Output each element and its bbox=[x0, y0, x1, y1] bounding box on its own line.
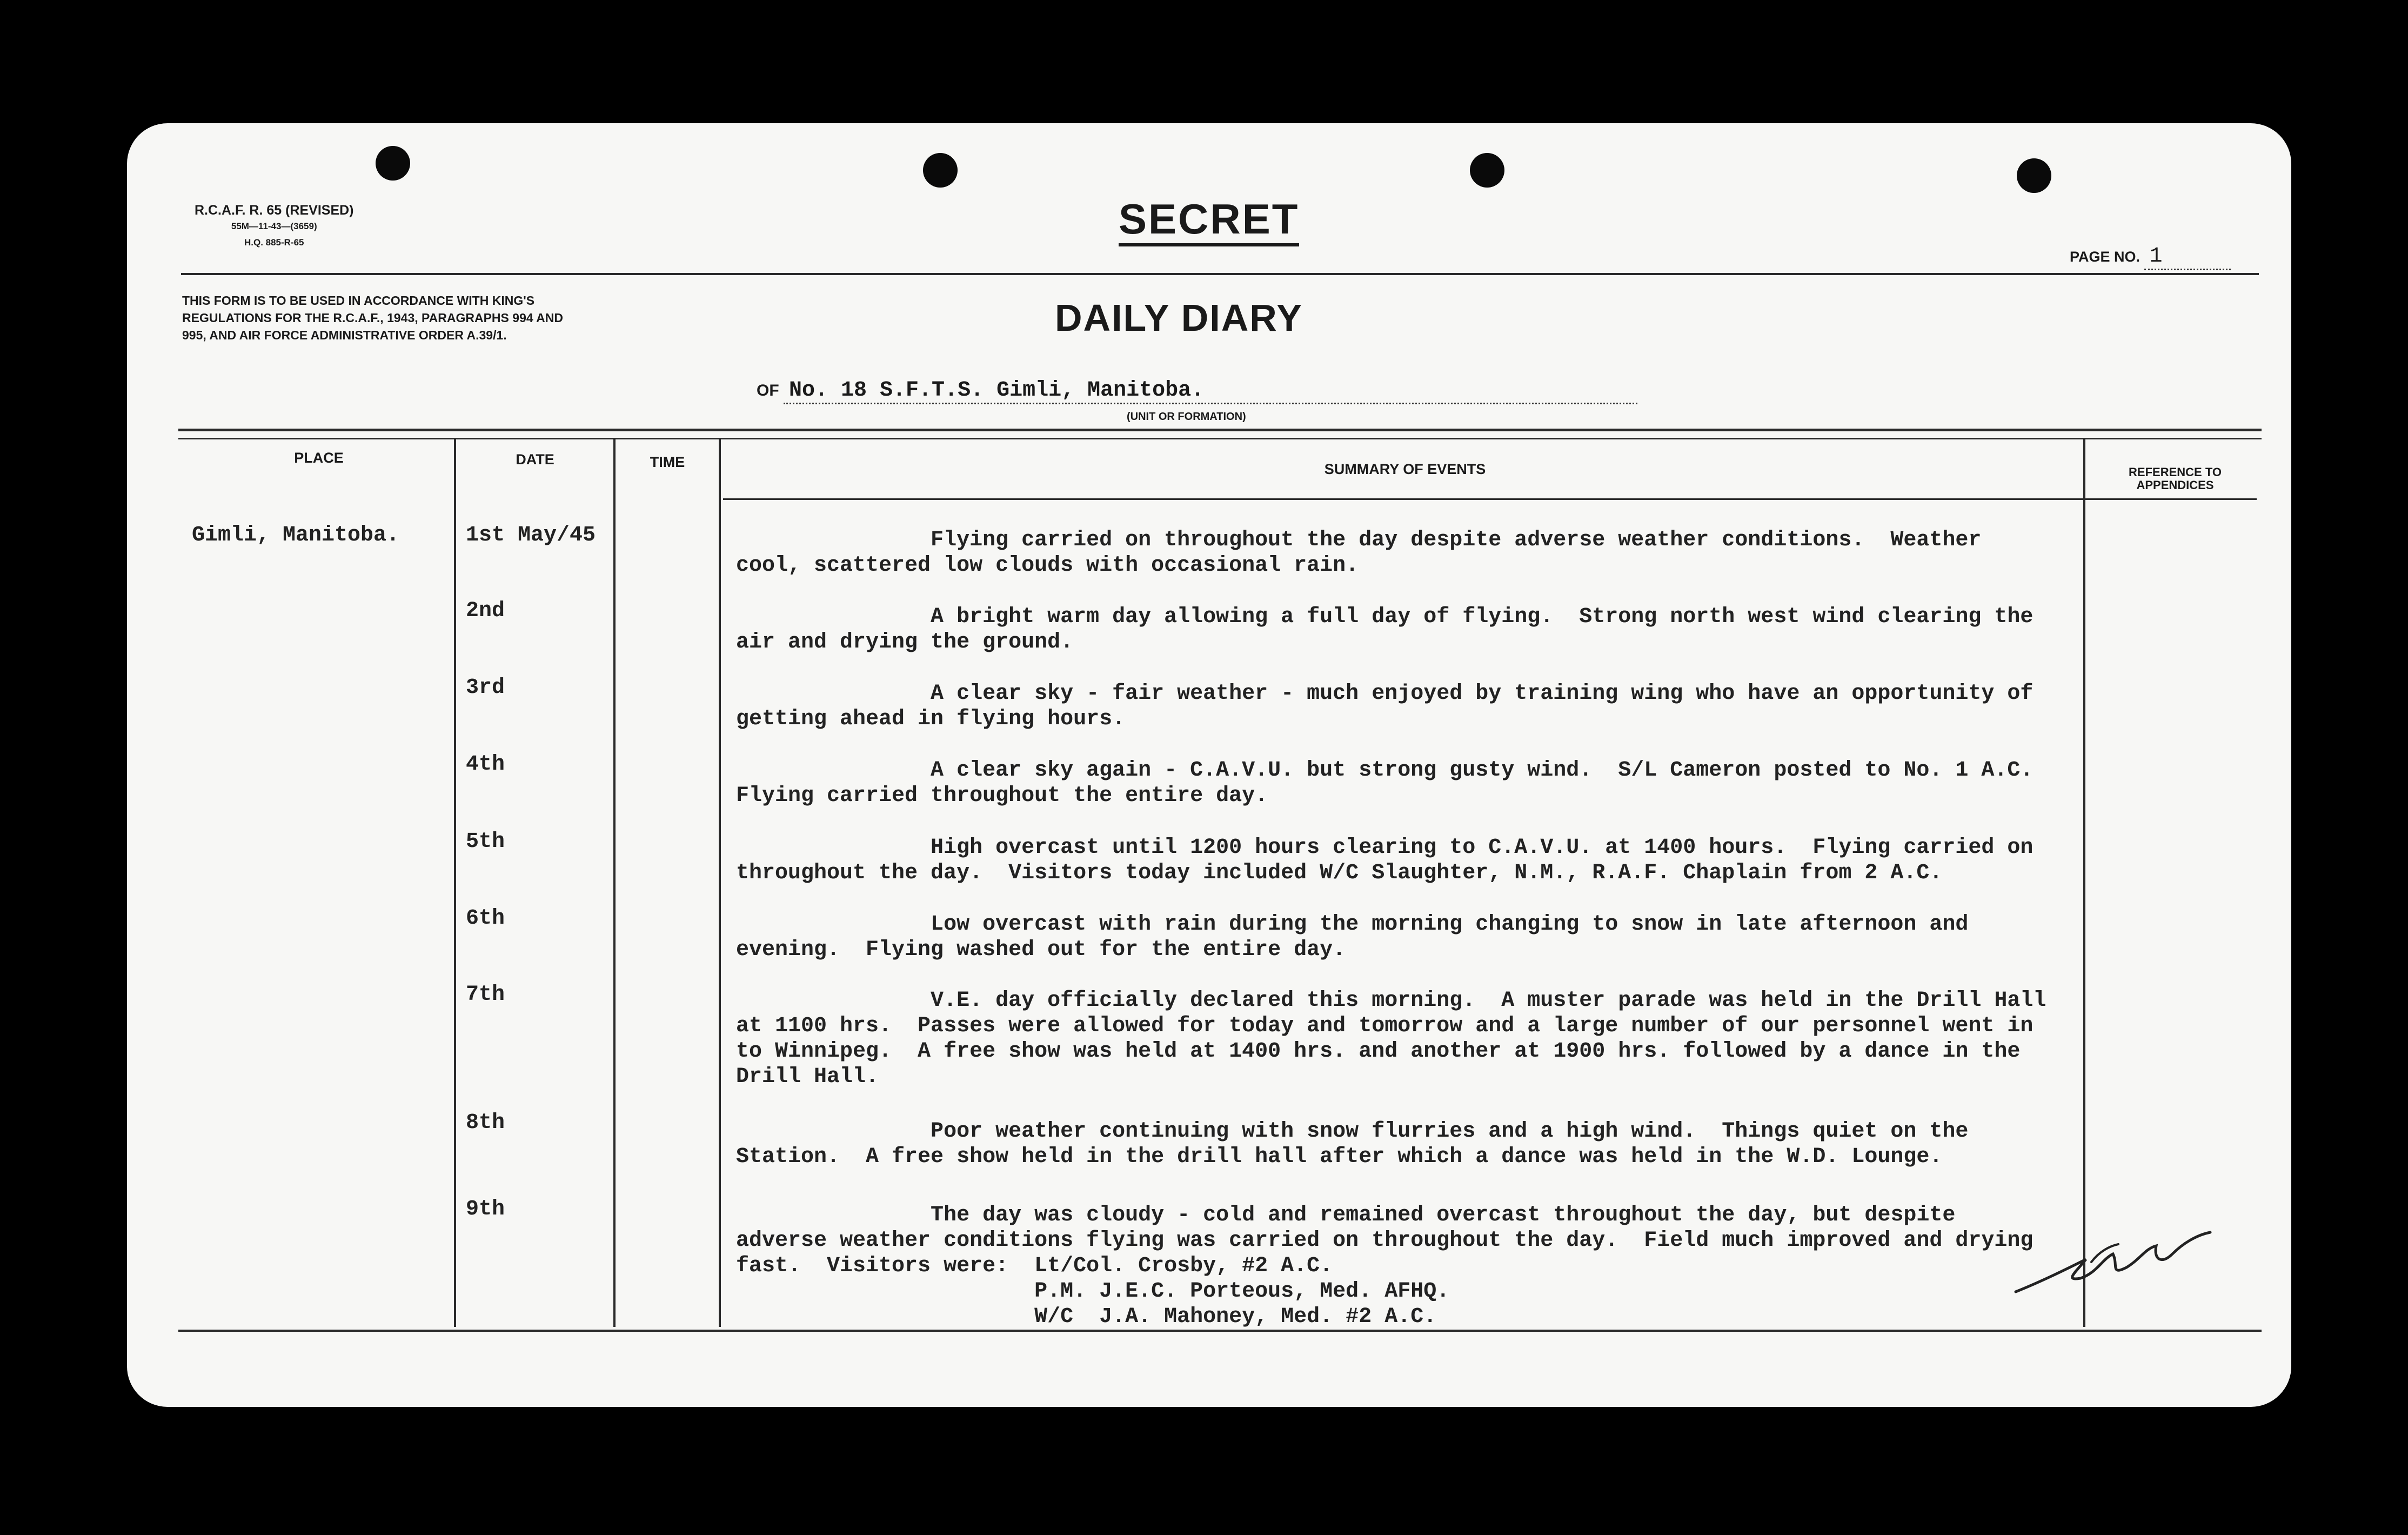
classification-heading: SECRET bbox=[1119, 195, 1299, 246]
form-hq-ref: H.Q. 885-R-65 bbox=[244, 237, 304, 248]
table-top-rule bbox=[178, 429, 2262, 431]
table-bottom-rule bbox=[178, 1330, 2262, 1332]
date-cell: 6th bbox=[466, 906, 505, 931]
form-identifier bbox=[195, 202, 354, 251]
event-entry: V.E. day officially declared this morning. A muster parade was held in the Drill Hall at 1100 hrs. Passes were allowed for today and tomorrow and a large number of our personnel went in to Winnipeg. A free show was held at 1400 hrs. and another at 1900 hrs. followed by a dance in the Drill Hall. bbox=[736, 989, 2046, 1089]
unit-field bbox=[757, 378, 1637, 404]
event-entry: Poor weather continuing with snow flurries and a high wind. Things quiet on the Station. A free show held in the drill hall after which a dance was held in the W.D. Lounge. bbox=[736, 1119, 1969, 1169]
page-title: DAILY DIARY bbox=[1055, 297, 1303, 339]
column-header-reference-line2: APPENDICES bbox=[2136, 478, 2214, 492]
date-cell: 2nd bbox=[466, 599, 505, 623]
event-entry: Low overcast with rain during the morning changing to snow in late afternoon and evening. Flying washed out for the entire day. bbox=[736, 912, 1969, 962]
date-cell: 5th bbox=[466, 830, 505, 854]
column-divider bbox=[454, 438, 456, 1327]
unit-value: No. 18 S.F.T.S. Gimli, Manitoba. bbox=[784, 378, 1637, 404]
page-number-label: PAGE NO. bbox=[2070, 249, 2141, 265]
column-header-reference bbox=[2097, 466, 2253, 492]
column-header-place: PLACE bbox=[294, 450, 344, 466]
date-cell: 1st May/45 bbox=[466, 523, 596, 548]
event-entry: A clear sky again - C.A.V.U. but strong gusty wind. S/L Cameron posted to No. 1 A.C. Flying carried throughout the entire day. bbox=[736, 758, 2034, 808]
event-entry: A bright warm day allowing a full day of flying. Strong north west wind clearing the air and drying the ground. bbox=[736, 605, 2034, 655]
column-header-time: TIME bbox=[650, 454, 685, 470]
punch-hole bbox=[923, 153, 958, 188]
page-number-value: 1 bbox=[2144, 244, 2231, 270]
form-instructions: THIS FORM IS TO BE USED IN ACCORDANCE WITH KING'S REGULATIONS FOR THE R.C.A.F., 1943, PARAGRAPHS 994 AND 995, AND AIR FORCE ADMINISTRATIVE ORDER A.39/1. bbox=[182, 293, 564, 342]
header-rule bbox=[181, 273, 2259, 275]
punch-hole bbox=[1470, 153, 1504, 188]
handwritten-initials-signature bbox=[2010, 1222, 2216, 1303]
column-header-reference-line1: REFERENCE TO bbox=[2129, 465, 2222, 479]
form-code: R.C.A.F. R. 65 (REVISED) bbox=[195, 203, 354, 218]
date-cell: 9th bbox=[466, 1197, 505, 1222]
table-top-rule-2 bbox=[178, 438, 2262, 439]
date-cell: 7th bbox=[466, 983, 505, 1007]
place-cell: Gimli, Manitoba. bbox=[192, 523, 400, 548]
unit-of-label: OF bbox=[757, 382, 779, 399]
form-print-run: 55M—11-43—(3659) bbox=[231, 221, 317, 231]
punch-hole bbox=[2017, 158, 2051, 193]
column-header-summary: SUMMARY OF EVENTS bbox=[1324, 461, 1486, 477]
date-cell: 3rd bbox=[466, 676, 505, 700]
header-bottom-rule bbox=[723, 498, 2257, 500]
date-cell: 8th bbox=[466, 1111, 505, 1135]
unit-caption: (UNIT OR FORMATION) bbox=[1127, 411, 1246, 423]
event-entry: The day was cloudy - cold and remained overcast throughout the day, but despite adverse weather conditions flying was carried on throughout the day. Field much improved and drying fast. Visitors were: Lt/Col. Crosby, #2 A.C. P.M. J.E.C. Porteous, Med. AFHQ. W/C J.A. Mahoney, Med. #2 A.C. bbox=[736, 1203, 2034, 1329]
column-divider bbox=[719, 438, 721, 1327]
date-cell: 4th bbox=[466, 752, 505, 777]
column-header-date: DATE bbox=[516, 451, 554, 468]
event-entry: High overcast until 1200 hours clearing to C.A.V.U. at 1400 hours. Flying carried on throughout the day. Visitors today included W/C Slaughter, N.M., R.A.F. Chaplain from 2 A.C. bbox=[736, 836, 2034, 885]
event-entry: Flying carried on throughout the day despite adverse weather conditions. Weather cool, scattered low clouds with occasional rain. bbox=[736, 528, 1982, 578]
page-number-field bbox=[2070, 244, 2231, 270]
column-divider bbox=[613, 438, 616, 1327]
event-entry: A clear sky - fair weather - much enjoyed by training wing who have an opportunity of getting ahead in flying hours. bbox=[736, 682, 2034, 731]
column-divider bbox=[2083, 438, 2085, 1327]
punch-hole bbox=[376, 146, 410, 181]
